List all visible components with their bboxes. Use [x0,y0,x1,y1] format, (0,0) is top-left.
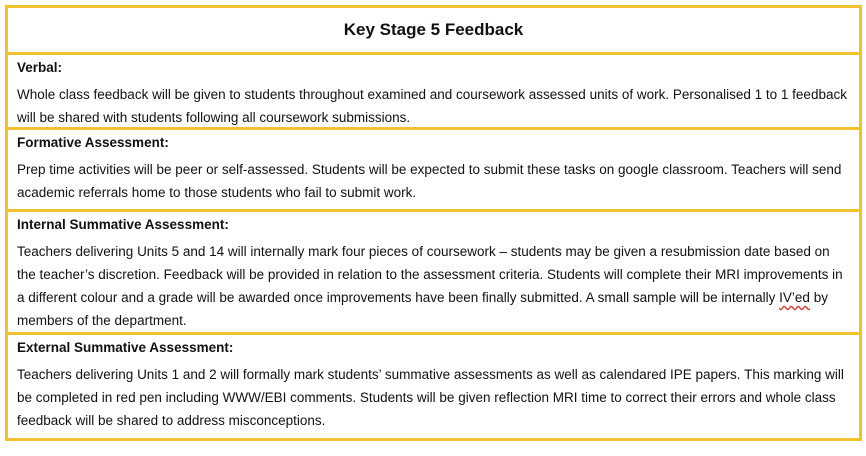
section-body: Prep time activities will be peer or self-assessed. Students will be expected to submit these tasks on google classroom. Teachers will send academic referrals home to those students who fail to submit work. [17,162,842,200]
body-text: Teachers delivering Units 5 and 14 will internally mark four pieces of coursework – students may be given a resubmission date based on the teacher’s discretion. Feedback will be provided in relation to the assessment criteria. Students will complete their MRI improvements in a different colour and a grade will be awarded once improvements have been finally submitted. A small sample will be internally [17,244,843,305]
page-title: Key Stage 5 Feedback [343,20,524,39]
section-heading: External Summative Assessment: [17,340,234,355]
spellcheck-flagged-word: IV’ed [779,290,810,305]
section-verbal [8,55,859,130]
section-heading: Verbal: [17,60,63,75]
section-external-summative-assessment [8,335,859,438]
section-internal-summative-assessment [8,212,859,335]
title-row [8,8,859,55]
section-body: Teachers delivering Units 1 and 2 will formally mark students’ summative assessments as well as calendared IPE papers. This marking will be completed in red pen including WWW/EBI comments. Students will be given reflection MRI time to correct their errors and whole class feedback will be shared to address misconceptions. [17,367,844,428]
section-heading: Internal Summative Assessment: [17,217,229,232]
body-text: by members of the department. [17,290,828,328]
section-formative-assessment [8,130,859,212]
section-heading: Formative Assessment: [17,135,169,150]
section-body [17,240,851,332]
section-body: Whole class feedback will be given to students throughout examined and coursework assessed units of work. Personalised 1 to 1 feedback will be shared with students following all coursework submissions. [17,87,847,125]
feedback-table [5,5,862,441]
